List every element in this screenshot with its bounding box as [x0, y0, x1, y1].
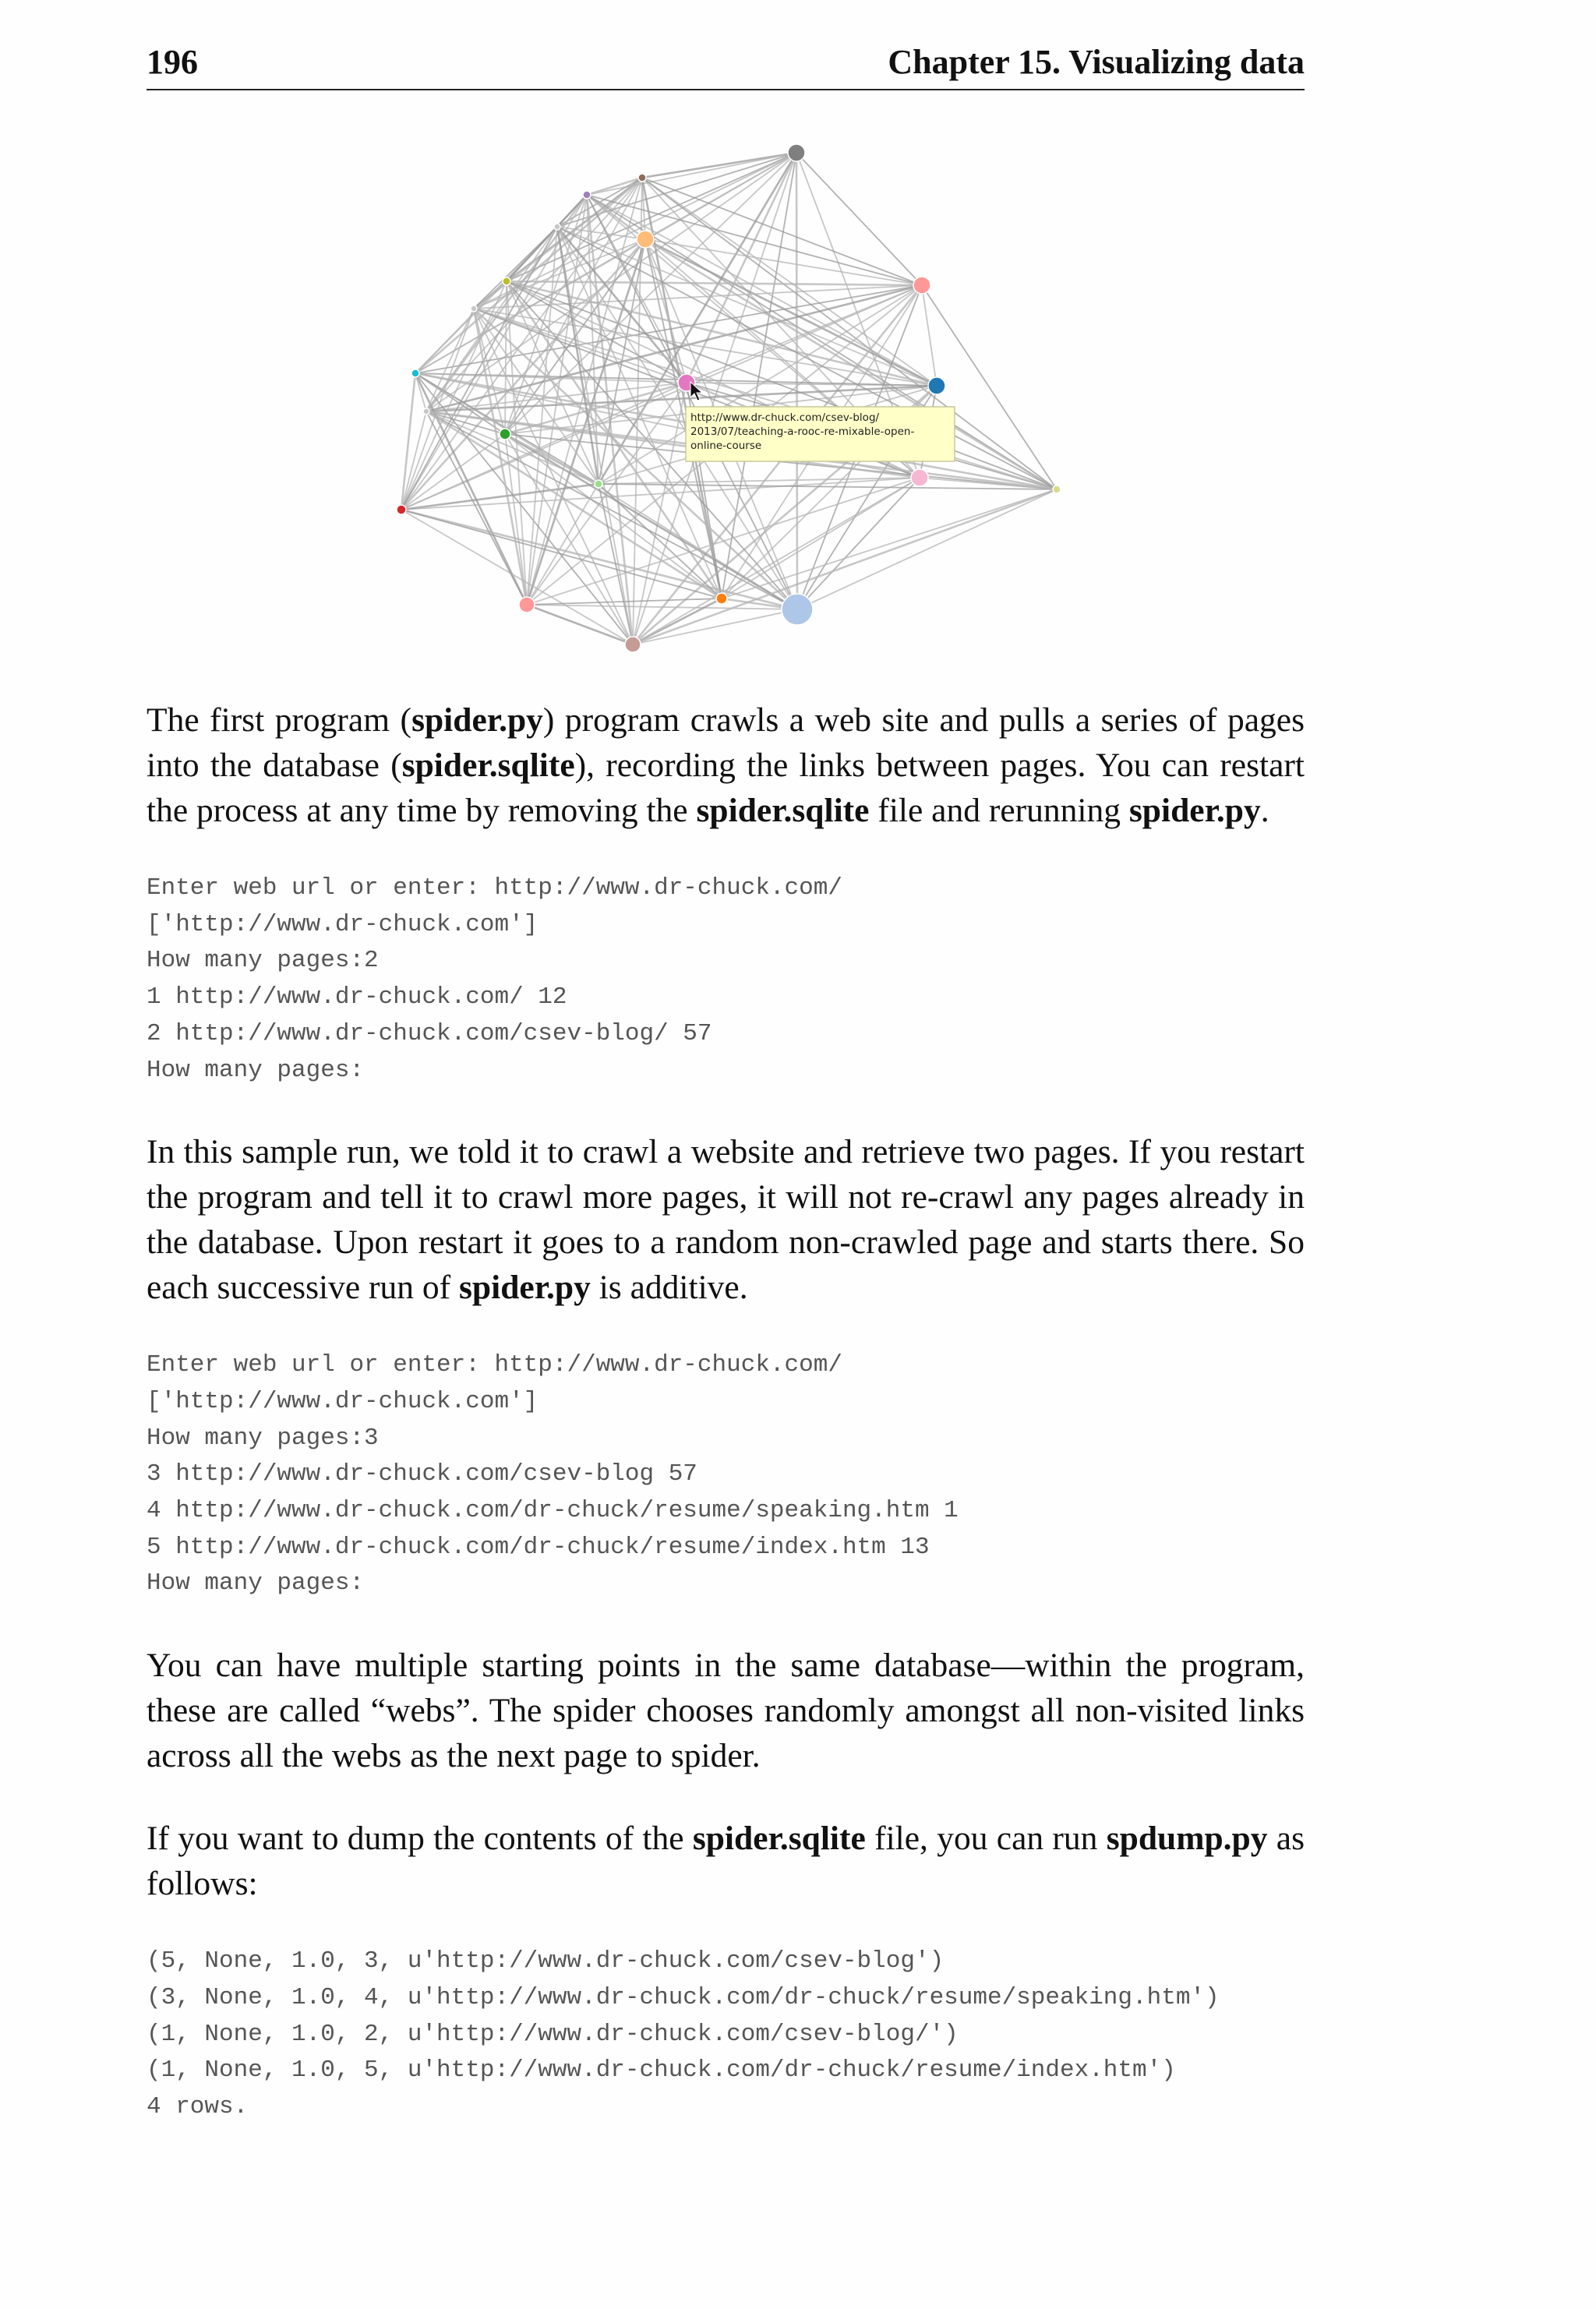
code-dump-output: (5, None, 1.0, 3, u'http://www.dr-chuck.com/csev-blog') (3, None, 1.0, 4, u'http://www.dr-chuck.com/dr-chuck/resume/speaking.htm') (1, None, 1.0, 2, u'http://www.dr-chuck.com/csev-blog/') (1, None, 1.0, 5, u'http://www.dr-chuck.com/dr-chuck/resume/index.htm') 4 rows.: [147, 1947, 1220, 2120]
graph-edge: [796, 153, 797, 609]
graph-edge: [401, 178, 642, 510]
graph-edges: [401, 153, 1057, 644]
graph-node: [782, 594, 813, 625]
graph-node: [423, 408, 429, 415]
graph-node: [519, 597, 535, 613]
graph-node: [471, 305, 477, 312]
network-graph-figure: [390, 132, 1075, 662]
graph-node: [583, 191, 591, 199]
code-sample-run-1: Enter web url or enter: http://www.dr-chuck.com/ ['http://www.dr-chuck.com'] How many pages:2 1 http://www.dr-chuck.com/ 12 2 http://www.dr-chuck.com/csev-blog/ 57 How many pages:: [147, 874, 842, 1084]
graph-node: [397, 505, 406, 514]
chapter-title: Chapter 15. Visualizing data: [888, 43, 1305, 81]
graph-edge: [587, 195, 598, 484]
graph-node: [1053, 485, 1061, 493]
paragraph-sample-run: In this sample run, we told it to crawl a website and retrieve two pages. If you restart the program and tell it to crawl more pages, it will not re-crawl any pages already in the database. Upon restart it goes to a random non-crawled page and starts there. So each successive run of spider.py is additive.: [147, 1133, 1305, 1307]
graph-edge: [633, 478, 920, 644]
page-number: 196: [147, 43, 198, 81]
graph-edge: [401, 510, 797, 609]
graph-edge: [642, 178, 937, 386]
graph-edge: [587, 153, 796, 195]
graph-edge: [722, 153, 796, 598]
graph-edge: [645, 239, 937, 386]
paragraph-dump: If you want to dump the contents of the spider.sqlite file, you can run spdump.py as follows:: [147, 1820, 1305, 1903]
tooltip: [686, 407, 955, 461]
graph-node: [411, 369, 419, 377]
code-sample-run-2: Enter web url or enter: http://www.dr-chuck.com/ ['http://www.dr-chuck.com'] How many pages:3 3 http://www.dr-chuck.com/csev-blog 57 4 http://www.dr-chuck.com/dr-chuck/resume/speaking.htm 1 5 http://www.dr-chuck.com/dr-chuck/resume/index.htm 13 How many pages:: [147, 1351, 959, 1598]
graph-node: [503, 277, 510, 285]
graph-node: [928, 377, 945, 394]
page-content: [147, 697, 1305, 2166]
tooltip-line-1: http://www.dr-chuck.com/csev-blog/: [690, 411, 880, 424]
graph-node: [911, 469, 928, 486]
graph-node: [638, 174, 646, 182]
graph-edge: [796, 153, 922, 285]
graph-node: [554, 224, 560, 230]
network-graph: [390, 132, 1075, 662]
paragraph-webs: You can have multiple starting points in the same database—within the program, these are called “webs”. The spider chooses randomly amongst all non-visited links across all the webs as the next page to spider.: [147, 1647, 1305, 1775]
graph-edge: [722, 489, 1057, 598]
graph-node: [500, 429, 510, 440]
graph-node: [716, 593, 727, 604]
paragraph-intro: The first program (spider.py) program crawls a web site and pulls a series of pages into the database (spider.sqlite), recording the links between pages. You can restart the process at any time by removing the spider.sqlite file and rerunning spider.py.: [147, 701, 1305, 829]
tooltip-line-3: online-course: [690, 440, 762, 452]
graph-node: [595, 480, 602, 488]
graph-node: [913, 277, 930, 294]
graph-edge: [922, 285, 937, 386]
graph-edge: [426, 411, 527, 605]
graph-node: [625, 637, 641, 652]
graph-node: [637, 231, 654, 248]
page-header: [147, 39, 1305, 90]
graph-node: [788, 144, 805, 161]
tooltip-line-2: 2013/07/teaching-a-rooc-re-mixable-open-: [690, 425, 915, 438]
